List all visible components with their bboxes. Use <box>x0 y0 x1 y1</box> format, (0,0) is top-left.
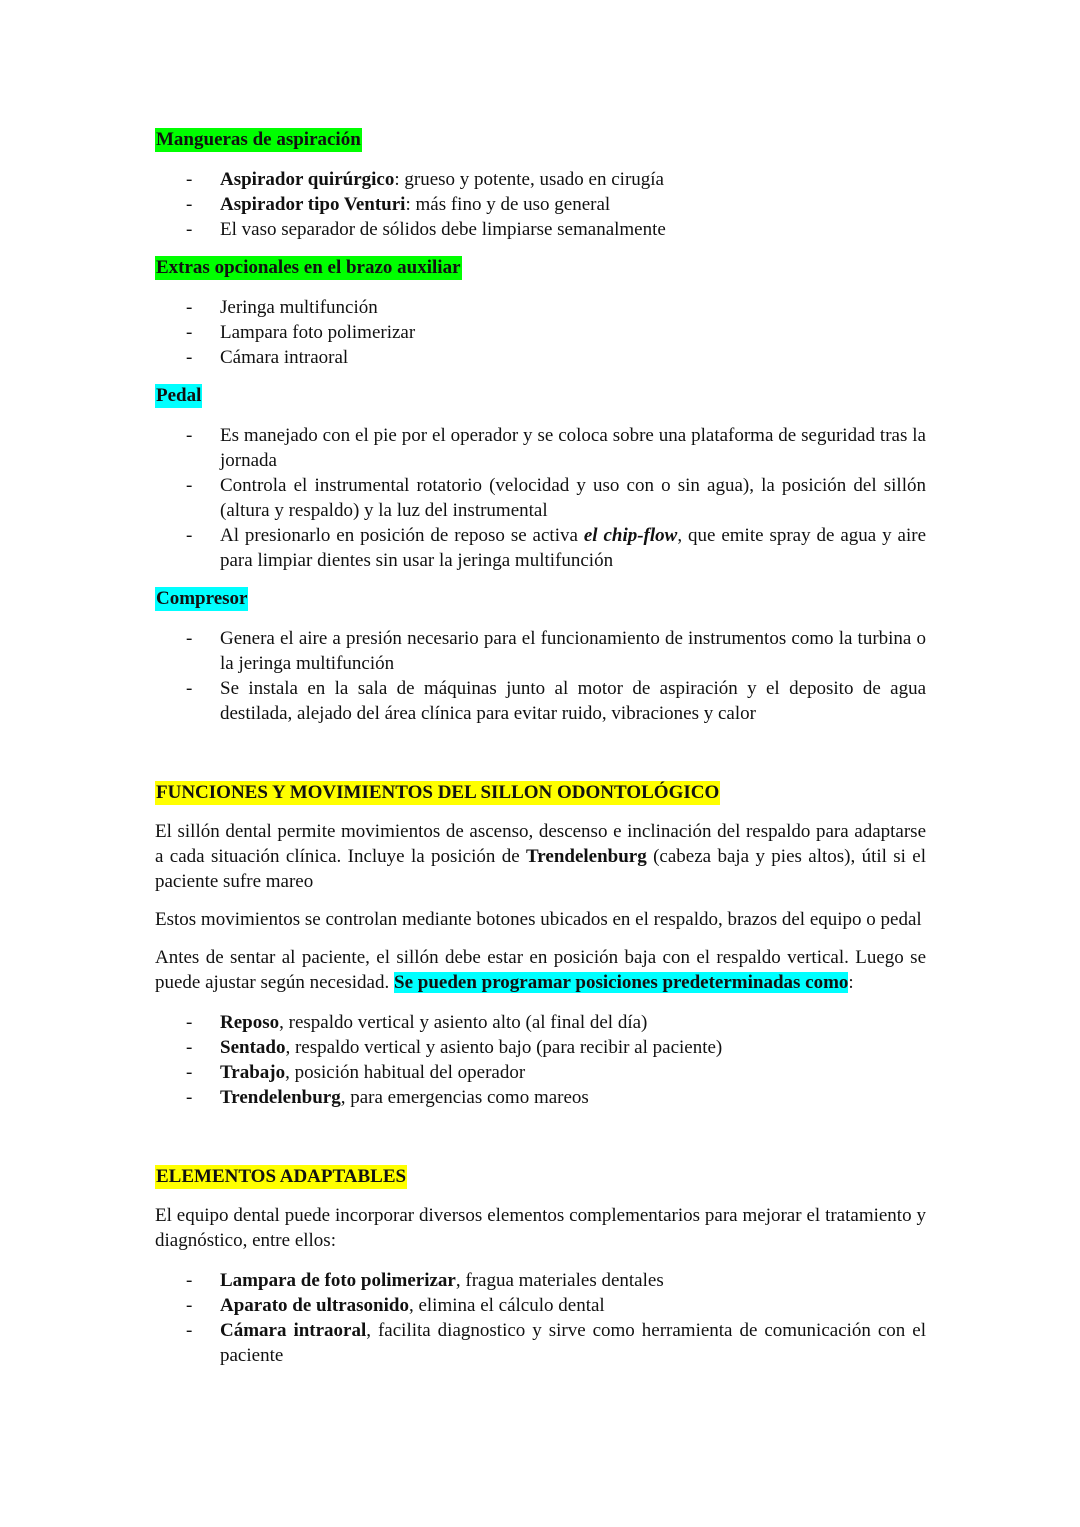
elementos-list <box>155 1268 926 1368</box>
section-heading-extras <box>155 255 926 280</box>
list-item: - Trabajo, posición habitual del operador <box>155 1060 926 1085</box>
heading-text: Pedal <box>156 385 202 406</box>
paragraph: El equipo dental puede incorporar diversos elementos complementarios para mejorar el tratamiento y diagnóstico, entre ellos: <box>155 1205 926 1251</box>
list-item: - Cámara intraoral, facilita diagnostico y sirve como herramienta de comunicación con el paciente <box>155 1318 926 1368</box>
paragraph: Antes de sentar al paciente, el sillón debe estar en posición baja con el respaldo vertical. Luego se puede ajustar según necesidad. Se pueden programar posiciones predeterminadas como: <box>155 947 926 993</box>
list-item: - Reposo, respaldo vertical y asiento alto (al final del día) <box>155 1010 926 1035</box>
highlighted-text: Se pueden programar posiciones predeterminadas como <box>394 972 849 993</box>
list-item: - Se instala en la sala de máquinas junto al motor de aspiración y el deposito de agua destilada, alejado del área clínica para evitar ruido, vibraciones y calor <box>155 676 926 726</box>
positions-list <box>155 1010 926 1110</box>
list-item: - Aspirador quirúrgico: grueso y potente, usado en cirugía <box>155 167 926 192</box>
pedal-list <box>155 423 926 573</box>
section-heading-pedal <box>155 383 926 408</box>
paragraph: Estos movimientos se controlan mediante botones ubicados en el respaldo, brazos del equipo o pedal <box>155 909 922 930</box>
list-item: - Al presionarlo en posición de reposo se activa el chip-flow, que emite spray de agua y aire para limpiar dientes sin usar la jeringa multifunción <box>155 523 926 573</box>
list-item: - Lampara de foto polimerizar, fragua materiales dentales <box>155 1268 926 1293</box>
heading-text: ELEMENTOS ADAPTABLES <box>156 1166 407 1187</box>
section-heading-funciones <box>155 780 926 805</box>
list-item: - Aparato de ultrasonido, elimina el cálculo dental <box>155 1293 926 1318</box>
mangueras-list <box>155 167 926 242</box>
list-item: - Lampara foto polimerizar <box>155 320 926 345</box>
paragraph: El sillón dental permite movimientos de ascenso, descenso e inclinación del respaldo para adaptarse a cada situación clínica. Incluye la posición de Trendelenburg (cabeza baja y pies altos), útil si el paciente sufre mareo <box>155 821 926 892</box>
extras-list <box>155 295 926 370</box>
list-item: - Jeringa multifunción <box>155 295 926 320</box>
list-item: - Controla el instrumental rotatorio (velocidad y uso con o sin agua), la posición del sillón (altura y respaldo) y la luz del instrumental <box>155 473 926 523</box>
list-item: - Cámara intraoral <box>155 345 926 370</box>
document-page <box>155 127 926 1368</box>
list-item: - Aspirador tipo Venturi: más fino y de uso general <box>155 192 926 217</box>
compresor-list <box>155 626 926 726</box>
section-heading-elementos <box>155 1164 926 1189</box>
heading-text: FUNCIONES Y MOVIMIENTOS DEL SILLON ODONTOLÓGICO <box>156 782 720 803</box>
list-item: - Trendelenburg, para emergencias como mareos <box>155 1085 926 1110</box>
list-item: - Genera el aire a presión necesario para el funcionamiento de instrumentos como la turbina o la jeringa multifunción <box>155 626 926 676</box>
list-item: - Es manejado con el pie por el operador y se coloca sobre una plataforma de seguridad tras la jornada <box>155 423 926 473</box>
list-item: - El vaso separador de sólidos debe limpiarse semanalmente <box>155 217 926 242</box>
section-heading-mangueras <box>155 127 926 152</box>
heading-text: Extras opcionales en el brazo auxiliar <box>156 257 461 278</box>
heading-text: Compresor <box>156 588 248 609</box>
list-item: - Sentado, respaldo vertical y asiento bajo (para recibir al paciente) <box>155 1035 926 1060</box>
heading-text: Mangueras de aspiración <box>156 129 361 150</box>
section-heading-compresor <box>155 586 926 611</box>
